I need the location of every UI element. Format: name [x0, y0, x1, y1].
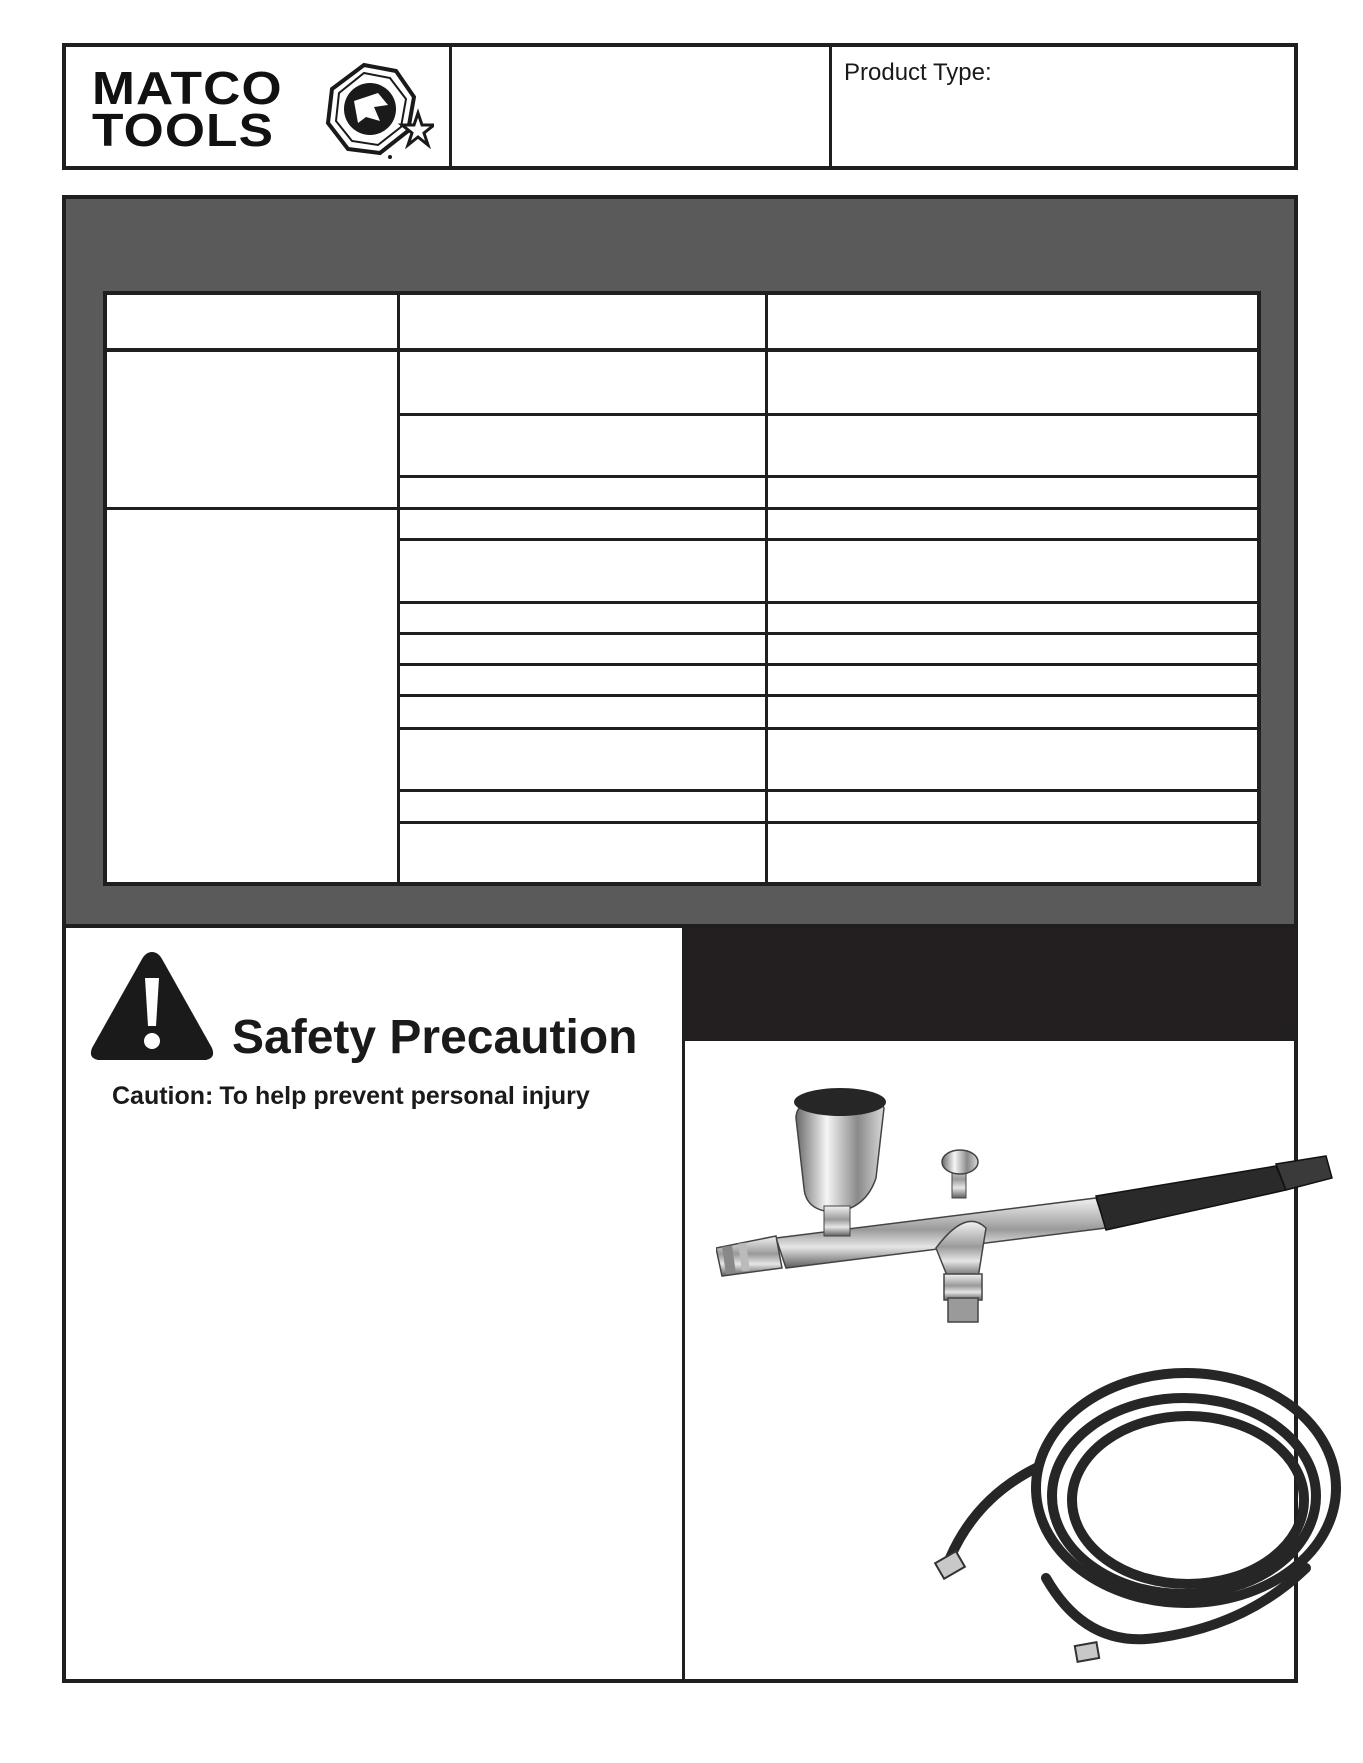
table-row-rule — [397, 694, 1257, 697]
logo-line-1: MATCO — [92, 62, 283, 114]
caution-label: Caution: — [112, 1082, 214, 1110]
caution-line — [112, 1082, 590, 1111]
table-row-rule — [397, 601, 1257, 604]
table-row-rule — [397, 821, 1257, 824]
matco-emblem-icon — [322, 61, 434, 161]
caution-text: To help prevent personal injury — [219, 1082, 590, 1110]
header-box — [62, 43, 1298, 170]
matco-tools-logo — [92, 62, 283, 156]
specifications-panel — [62, 195, 1298, 928]
table-row-rule — [397, 727, 1257, 730]
table-row-rule — [397, 632, 1257, 635]
table-row-rule — [397, 475, 1257, 478]
bottom-section — [62, 928, 1298, 1683]
safety-precaution-title: Safety Precaution — [232, 1011, 638, 1064]
airbrush-image — [716, 1078, 1336, 1328]
logo-line-2: TOOLS — [92, 104, 275, 156]
header-middle-cell — [452, 47, 832, 166]
table-row-rule — [397, 663, 1257, 666]
air-hose-image — [866, 1348, 1346, 1668]
product-type-cell — [832, 47, 1294, 166]
header-row-rule — [107, 348, 1257, 352]
product-header-rule — [685, 1038, 1294, 1041]
table-row-rule — [397, 413, 1257, 416]
logo-cell — [66, 47, 452, 166]
table-row-rule — [397, 538, 1257, 541]
spec-table — [103, 291, 1261, 886]
group-row-rule — [107, 507, 1257, 510]
warning-triangle-icon — [88, 948, 216, 1064]
column-divider — [765, 295, 768, 882]
column-divider — [397, 295, 400, 882]
table-row-rule — [397, 789, 1257, 792]
product-header-bar — [685, 928, 1294, 1038]
product-type-label: Product Type: — [844, 59, 992, 86]
